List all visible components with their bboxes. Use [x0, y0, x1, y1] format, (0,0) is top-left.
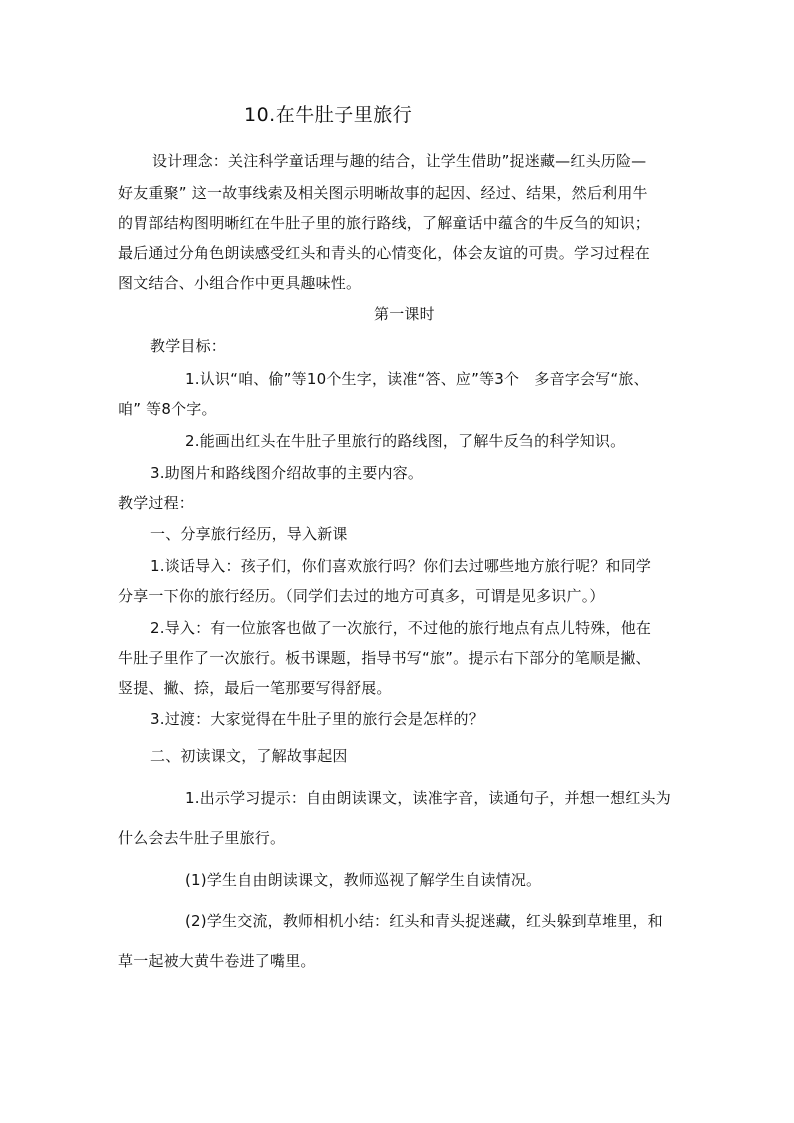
s1-item-1-line-2: 分享一下你的旅行经历。（同学们去过的地方可真多，可谓是见多识广。） [118, 587, 605, 605]
objective-1-line-1: 1.认识“咱、偷”等10个生字，读准“答、应”等3个 多音字会写“旅、 [185, 370, 649, 388]
design-concept-line-3: 的胃部结构图明晰红在牛肚子里的旅行路线，了解童话中蕴含的牛反刍的知识； [118, 214, 651, 232]
s1-item-2-line-3: 竖提、撇、捺，最后一笔那要写得舒展。 [118, 679, 392, 697]
s2-sub-2-line-1: (2)学生交流，教师相机小结：红头和青头捉迷藏，红头躲到草堆里，和 [185, 912, 663, 930]
design-concept-line-2: 好友重聚” 这一故事线索及相关图示明晰故事的起因、经过、结果，然后利用牛 [118, 184, 648, 202]
design-concept-line-1: 设计理念：关注科学童话理与趣的结合，让学生借助”捉迷藏—红头历险— [152, 152, 647, 170]
s1-item-3: 3.过渡：大家觉得在牛肚子里的旅行会是怎样的？ [150, 710, 484, 728]
page-title: 10.在牛肚子里旅行 [244, 104, 413, 126]
process-heading: 教学过程： [118, 494, 195, 512]
section-2-heading: 二、初读课文，了解故事起因 [150, 747, 348, 765]
s2-sub-1: (1)学生自由朗读课文，教师巡视了解学生自读情况。 [185, 871, 542, 889]
design-concept-line-4: 最后通过分角色朗读感受红头和青头的心情变化，体会友谊的可贵。学习过程在 [118, 244, 651, 262]
s2-item-1-line-1: 1.出示学习提示：自由朗读课文，读准字音，读通句子，并想一想红头为 [185, 789, 671, 807]
s1-item-2-line-1: 2.导入：有一位旅客也做了一次旅行，不过他的旅行地点有点儿特殊，他在 [150, 619, 652, 637]
s2-item-1-line-2: 什么会去牛肚子里旅行。 [118, 829, 286, 847]
lesson-heading: 第一课时 [374, 305, 435, 323]
objective-2: 2.能画出红头在牛肚子里旅行的路线图，了解牛反刍的科学知识。 [185, 432, 626, 450]
design-concept-line-5: 图文结合、小组合作中更具趣味性。 [118, 274, 362, 292]
objective-3: 3.助图片和路线图介绍故事的主要内容。 [150, 464, 424, 482]
objectives-heading: 教学目标： [150, 337, 227, 355]
s2-sub-2-line-2: 草一起被大黄牛卷进了嘴里。 [118, 952, 316, 970]
s1-item-2-line-2: 牛肚子里作了一次旅行。板书课题，指导书写“旅”。提示右下部分的笔顺是撇、 [118, 649, 651, 667]
s1-item-1-line-1: 1.谈话导入：孩子们，你们喜欢旅行吗？你们去过哪些地方旅行呢？和同学 [150, 557, 652, 575]
section-1-heading: 一、分享旅行经历，导入新课 [150, 525, 348, 543]
objective-1-line-2: 咱” 等8个字。 [118, 400, 217, 418]
